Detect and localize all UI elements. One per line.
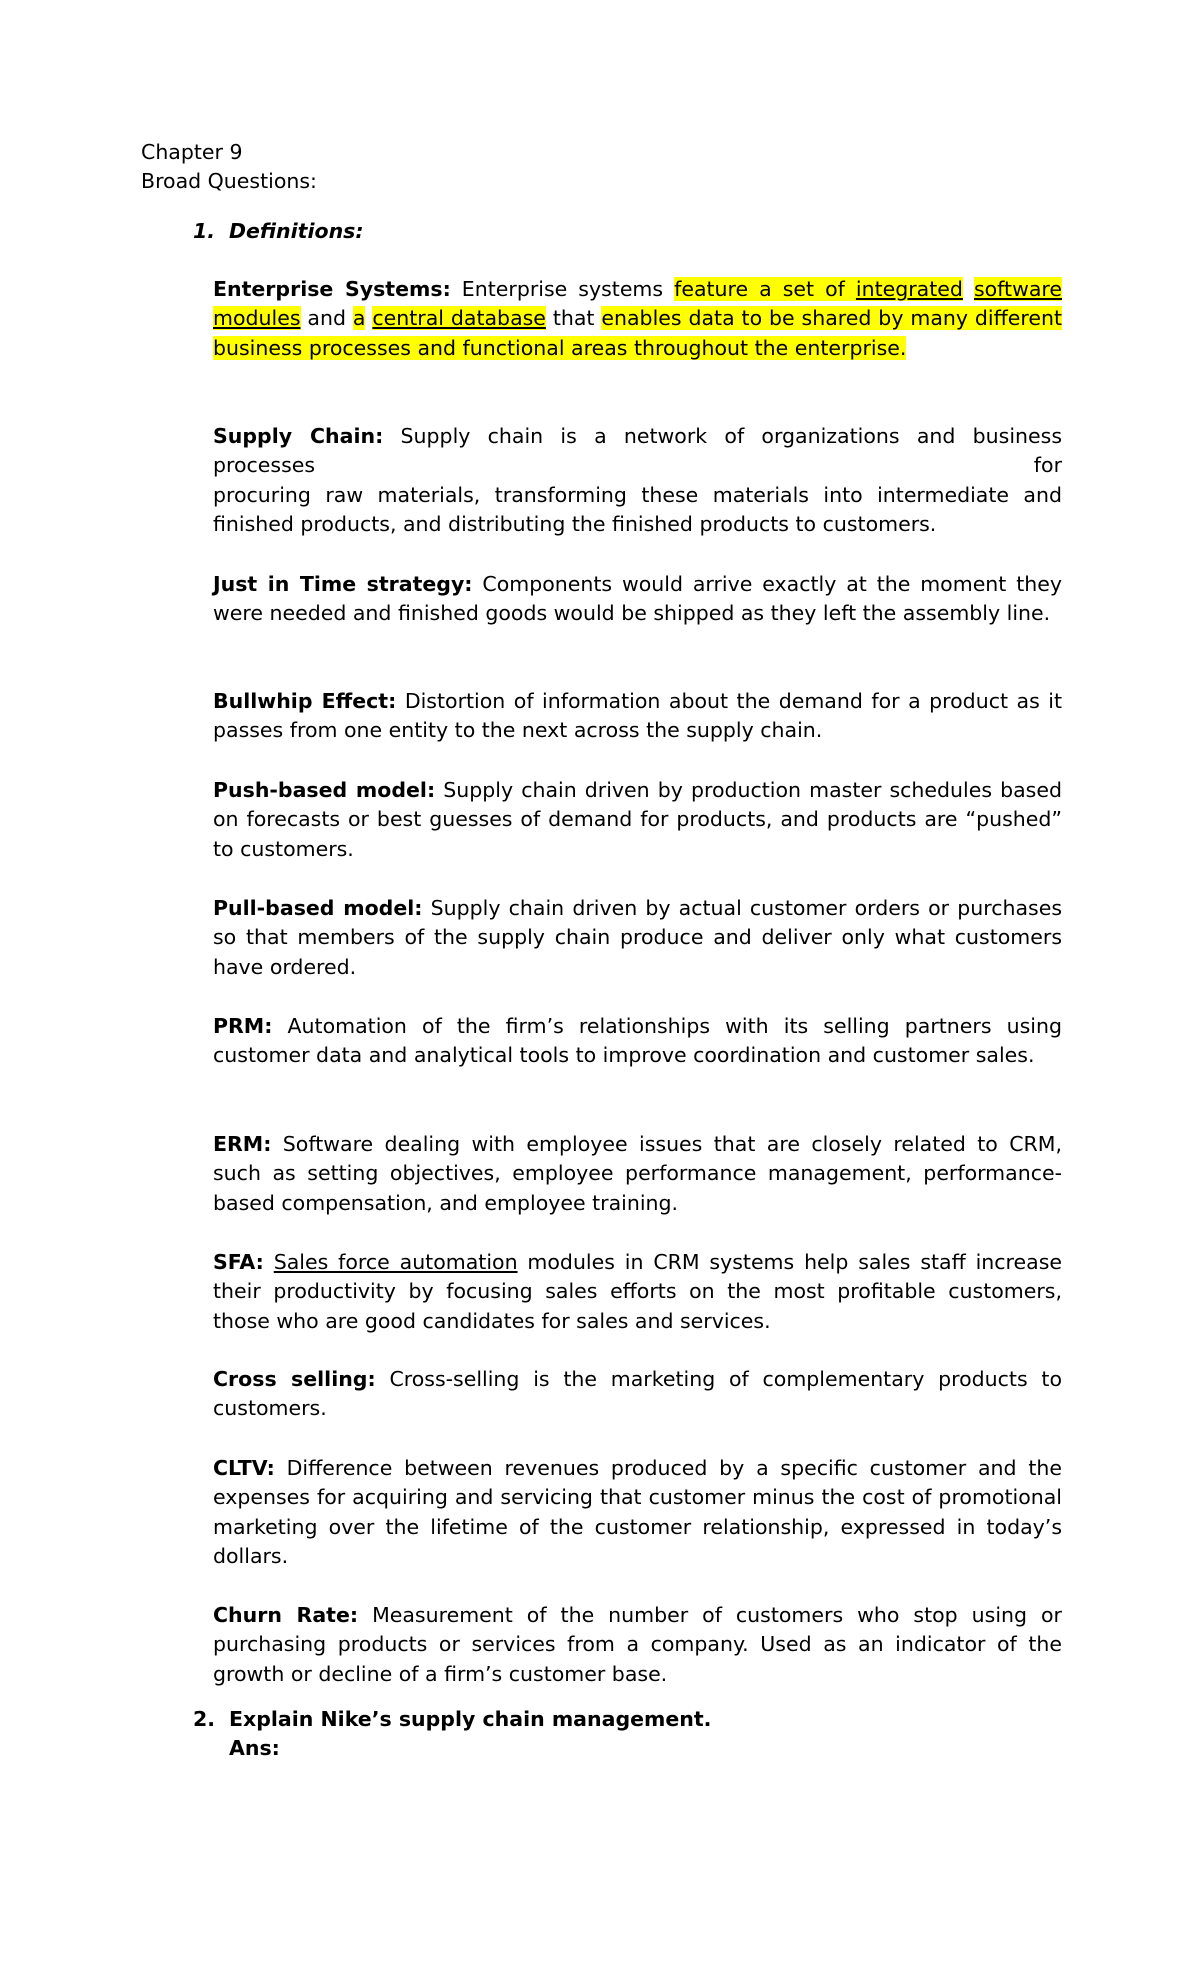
underlined-highlighted-text: integrated (855, 277, 963, 301)
answer-label: Ans: (229, 1736, 280, 1760)
definition-text: Automation of the firm’s relationships with its selling partners using customer data and analytical tools to improve coordination and customer sales. (213, 1014, 1062, 1068)
underlined-highlighted-text: central database (372, 306, 546, 331)
highlighted-text: a (352, 306, 366, 331)
question-2-number: 2. (193, 1707, 216, 1731)
highlighted-text: enables data to be shared by many different business processes and functional areas throughout the enterprise. (213, 306, 1062, 360)
definition-text: Supply chain driven by actual customer orders or purchases so that members of the supply chain produce and deliver only what customers have ordered. (213, 896, 1062, 979)
definition-term: SFA: (213, 1250, 264, 1274)
definition-term: Supply Chain: (213, 424, 384, 448)
definition-term: Just in Time strategy: (213, 572, 473, 596)
question-2-heading (193, 1705, 711, 1763)
definition-text: that (545, 306, 602, 331)
definition-text: procuring raw materials, transforming these materials into intermediate and finished products, and distributing the finished products to customers. (213, 482, 1062, 536)
definition-text: Distortion of information about the demand for a product as it passes from one entity to the next across the supply chain. (213, 689, 1063, 743)
definition-text: Difference between revenues produced by a specific customer and the expenses for acquiring and servicing that customer minus the cost of promotional marketing over the lifetime of the customer relationship, expressed in today’s dollars. (213, 1456, 1062, 1568)
question-2-title: Explain Nike’s supply chain management. (229, 1707, 712, 1731)
definition-churn-rate (213, 1601, 1062, 1689)
definition-text: and (300, 306, 353, 331)
definition-bullwhip-effect (213, 687, 1062, 746)
definition-term: Enterprise Systems: (213, 277, 451, 301)
definition-text: Enterprise systems (450, 277, 675, 301)
definition-term: Churn Rate: (213, 1603, 359, 1627)
definition-enterprise-systems (213, 275, 1062, 363)
question-1-number: 1. (193, 219, 216, 243)
definition-text: Cross-selling is the marketing of complementary products to customers. (213, 1367, 1062, 1421)
definition-erm (213, 1130, 1062, 1218)
definition-cross-selling (213, 1365, 1062, 1424)
definition-text: Measurement of the number of customers who stop using or purchasing products or services from a company. Used as an indicator of the growth or decline of a firm’s customer base. (213, 1603, 1062, 1686)
section-title: Broad Questions: (141, 169, 317, 193)
question-1-title: Definitions: (229, 219, 364, 243)
definition-supply-chain (213, 422, 1062, 539)
highlighted-text: feature a set of (674, 277, 856, 301)
underlined-highlighted-text: software (973, 277, 1062, 301)
definition-term: Push-based model: (213, 778, 436, 802)
definition-cltv (213, 1454, 1062, 1571)
document-header (141, 138, 317, 196)
definition-term: Cross selling: (213, 1367, 376, 1391)
definition-just-in-time (213, 570, 1062, 629)
definition-text: Components would arrive exactly at the moment they were needed and finished goods would be shipped as they left the assembly line. (213, 572, 1062, 626)
definition-term: Pull-based model: (213, 896, 423, 920)
chapter-title: Chapter 9 (141, 140, 243, 164)
definition-prm (213, 1012, 1062, 1071)
definition-push-based-model (213, 776, 1062, 864)
question-1-heading (193, 217, 364, 246)
definition-text: Supply chain is a network of organizations and business processes for (213, 424, 1063, 478)
definition-term: CLTV: (213, 1456, 275, 1480)
definition-text: Supply chain driven by production master schedules based on forecasts or best guesses of demand for products, and products are “pushed” to customers. (213, 778, 1062, 861)
definition-text: modules in CRM systems help sales staff increase their productivity by focusing sales efforts on the most profitable customers, those who are good candidates for sales and services. (213, 1250, 1062, 1333)
definition-term: Bullwhip Effect: (213, 689, 397, 713)
definition-term: PRM: (213, 1014, 273, 1038)
underlined-text: Sales force automation (273, 1250, 518, 1274)
underlined-highlighted-text: modules (213, 306, 301, 331)
definition-text: Software dealing with employee issues that are closely related to CRM, such as setting objectives, employee performance management, performance-based compensation, and employee training. (213, 1132, 1062, 1215)
definition-sfa (213, 1248, 1062, 1336)
definition-term: ERM: (213, 1132, 272, 1156)
definition-pull-based-model (213, 894, 1062, 982)
